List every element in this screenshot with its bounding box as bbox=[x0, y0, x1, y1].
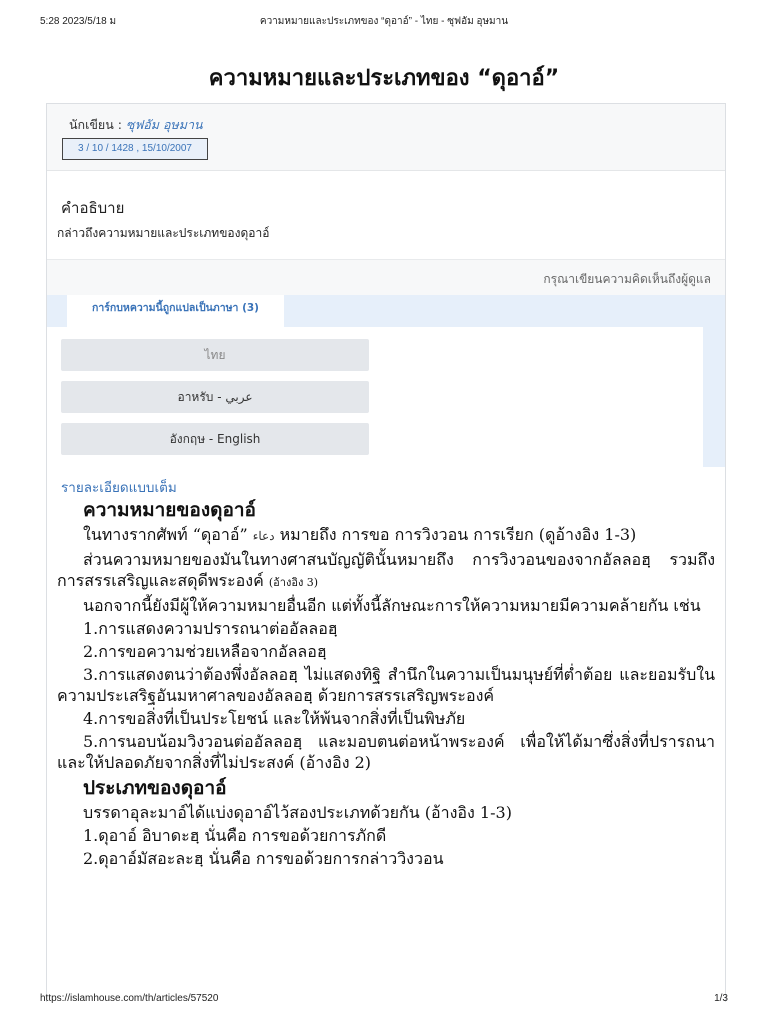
meaning-heading: ความหมายของดุอาอ์ bbox=[83, 499, 256, 521]
paragraph-text: ในทางรากศัพท์ “ดุอาอ์” bbox=[83, 525, 253, 544]
paragraph bbox=[57, 549, 715, 593]
description-text: กล่าวถึงความหมายและประเภทของดุอาอ์ bbox=[57, 226, 270, 240]
comment-link[interactable]: กรุณาเขียนความคิดเห็นถึงผู้ดูแล bbox=[543, 272, 711, 286]
article-card bbox=[46, 103, 726, 1002]
article-body bbox=[57, 497, 715, 871]
paragraph: บรรดาอุละมาอ์ได้แบ่งดุอาอ์ไว้สองประเภทด้วยกัน (อ้างอิง 1-3) bbox=[83, 803, 512, 822]
author-line bbox=[69, 115, 203, 135]
paragraph bbox=[57, 524, 715, 547]
language-button-arabic[interactable]: อาหรับ - عربي bbox=[61, 381, 369, 413]
list-item: 4.การขอสิ่งที่เป็นประโยชน์ และให้พ้นจากสิ่งที่เป็นพิษภัย bbox=[83, 709, 466, 728]
print-datetime: 5:28 2023/5/18 ม bbox=[40, 16, 117, 27]
list-item: 2.ดุอาอ์มัสอะละฮฺ นั่นคือ การขอด้วยการกล่าววิงวอน bbox=[83, 849, 444, 868]
reference-note: (อ้างอิง 3) bbox=[268, 576, 319, 589]
arabic-word: دعاء bbox=[252, 529, 275, 543]
language-button-english[interactable]: อังกฤษ - English bbox=[61, 423, 369, 455]
types-heading: ประเภทของดุอาอ์ bbox=[83, 777, 227, 799]
tab-translations[interactable]: การ์กบหความนี้ถูกแปลเป็นภาษา (3) bbox=[67, 295, 284, 329]
author-block bbox=[47, 104, 725, 171]
list-item: 5.การนอบน้อมวิงวอนต่ออัลลอฮฺ และมอบตนต่อหน้าพระองค์ เพื่อให้ได้มาซึ่งสิ่งที่ปรารถนาและให้ปลอดภัยจากสิ่งที่ไม่ประสงค์ (อ้างอิง 2) bbox=[57, 732, 715, 772]
full-details-heading: รายละเอียดแบบเต็ม bbox=[61, 480, 177, 496]
list-item: 1.ดุอาอ์ อิบาดะฮฺ นั่นคือ การขอด้วยการภักดี bbox=[83, 826, 387, 845]
print-footer bbox=[0, 993, 768, 1007]
list-item: 2.การขอความช่วยเหลือจากอัลลอฮฺ bbox=[83, 642, 327, 661]
date-badge: 3 / 10 / 1428 , 15/10/2007 bbox=[62, 138, 208, 160]
translations-list bbox=[47, 327, 703, 467]
language-button-thai[interactable]: ไทย bbox=[61, 339, 369, 371]
description-heading: คำอธิบาย bbox=[61, 199, 125, 217]
author-label: นักเขียน : bbox=[69, 117, 126, 132]
list-item: 3.การแสดงตนว่าต้องพึ่งอัลลอฮฺ ไม่แสดงทิฐิ สำนึกในความเป็นมนุษย์ที่ต่ำต้อย และยอมรับในความประเสริฐอันมหาศาลของอัลลอฮฺ ด้วยการสรรเสริญพระองค์ bbox=[57, 665, 715, 705]
paragraph-text: หมายถึง การขอ การวิงวอน การเรียก (ดูอ้างอิง 1-3) bbox=[274, 525, 637, 544]
list-item: 1.การแสดงความปรารถนาต่ออัลลอฮฺ bbox=[83, 619, 338, 638]
print-header bbox=[0, 14, 768, 28]
author-link[interactable]: ซุฟอัม อุษมาน bbox=[125, 117, 203, 132]
paragraph: นอกจากนี้ยังมีผู้ให้ความหมายอื่นอีก แต่ทั้งนี้ลักษณะการให้ความหมายมีความคล้ายกัน เช่น bbox=[83, 596, 701, 615]
print-url: https://islamhouse.com/th/articles/57520 bbox=[40, 993, 219, 1004]
print-page-title: ความหมายและประเภทของ “ดุอาอ์” - ไทย - ซุฟอัม อุษมาน bbox=[259, 16, 509, 27]
article-title: ความหมายและประเภทของ “ดุอาอ์” bbox=[208, 66, 560, 91]
paragraph-text: ส่วนความหมายของมันในทางศาสนบัญญัตินั้นหมายถึง การวิงวอนของจากอัลลอฮฺ รวมถึงการสรรเสริญและสดุดีพระองค์ bbox=[57, 550, 715, 590]
translations-panel bbox=[47, 295, 725, 467]
print-page-number: 1/3 bbox=[714, 993, 728, 1004]
comment-bar bbox=[47, 259, 725, 296]
